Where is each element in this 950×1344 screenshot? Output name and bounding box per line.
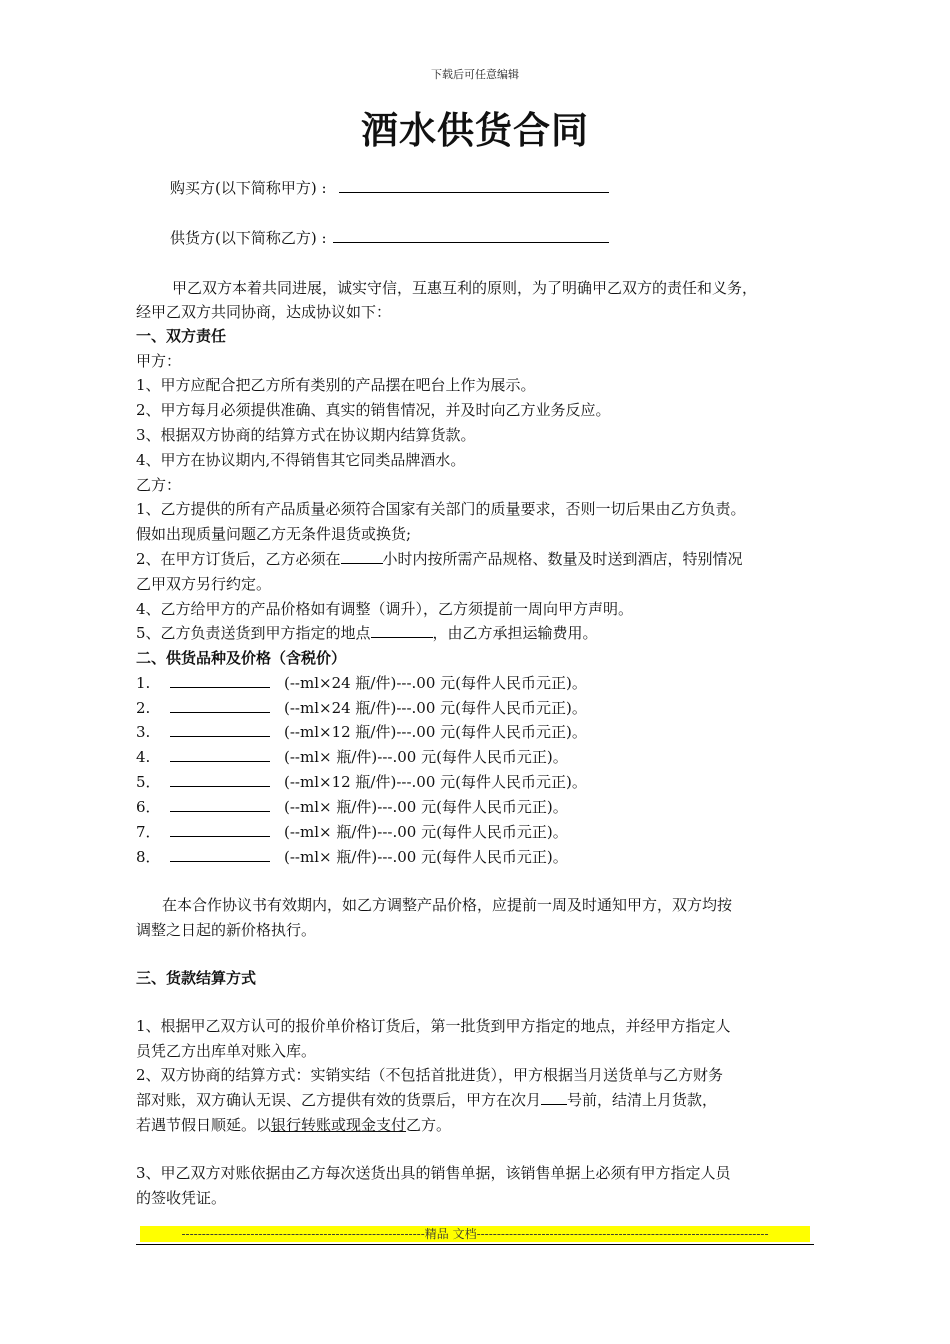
product-blank — [170, 797, 270, 812]
c-clause-2-line-1: 2、双方协商的结算方式：实销实结（不包括首批进货），甲方根据当月送货单与乙方财务 — [136, 1066, 724, 1084]
product-blank — [170, 698, 270, 713]
item-number: 7． — [136, 823, 161, 841]
payment-method-text: 银行转账或现金支付 — [271, 1116, 407, 1134]
product-blank — [170, 772, 270, 787]
item-spec: (--ml×12 瓶/件)---.00 元(每件人民币元正)。 — [284, 723, 587, 741]
item-number: 1. — [136, 674, 151, 692]
price-item — [136, 720, 587, 745]
item-spec: (--ml×24 瓶/件)---.00 元(每件人民币元正)。 — [284, 699, 587, 717]
c-clause-2-pre: 部对账，双方确认无误、乙方提供有效的货票后，甲方在次月 — [136, 1091, 542, 1109]
supplier-label: 供货方(以下简称乙方) : — [170, 229, 327, 247]
b-clause-2-pre: 2、在甲方订货后，乙方必须在 — [136, 550, 341, 568]
price-note-line-2: 调整之日起的新价格执行。 — [136, 921, 317, 939]
footer-rule — [136, 1244, 814, 1245]
item-spec: (--ml×12 瓶/件)---.00 元(每件人民币元正)。 — [284, 773, 587, 791]
price-item — [136, 845, 568, 870]
b-clause-4: 4、乙方给甲方的产品价格如有调整（调升），乙方须提前一周向甲方声明。 — [136, 600, 634, 618]
party-a-label: 甲方： — [136, 352, 182, 370]
b-clause-1-line-1: 1、乙方提供的所有产品质量必须符合国家有关部门的质量要求，否则一切后果由乙方负责。 — [136, 500, 746, 518]
c-clause-3-line-2: 的签收凭证。 — [136, 1189, 227, 1207]
item-spec: (--ml× 瓶/件)---.00 元(每件人民币元正)。 — [284, 798, 568, 816]
supplier-line — [170, 227, 609, 248]
item-spec: (--ml× 瓶/件)---.00 元(每件人民币元正)。 — [284, 823, 568, 841]
c-clause-2-l3-post: 乙方。 — [406, 1116, 452, 1134]
item-spec: (--ml× 瓶/件)---.00 元(每件人民币元正)。 — [284, 848, 568, 866]
product-blank — [170, 822, 270, 837]
price-item — [136, 671, 587, 696]
c-clause-1-line-1: 1、根据甲乙双方认可的报价单价格订货后，第一批货到甲方指定的地点，并经甲方指定人 — [136, 1017, 731, 1035]
price-note-line-1: 在本合作协议书有效期内，如乙方调整产品价格，应提前一周及时通知甲方，双方均按 — [162, 896, 733, 914]
location-blank — [371, 623, 433, 638]
document-title: 酒水供货合同 — [361, 109, 589, 152]
party-b-label: 乙方： — [136, 476, 182, 494]
a-clause-4: 4、甲方在协议期内,不得销售其它同类品牌酒水。 — [136, 451, 466, 469]
item-number: 2. — [136, 699, 151, 717]
product-blank — [170, 722, 270, 737]
b-clause-2-post: 小时内按所需产品规格、数量及时送到酒店，特别情况 — [382, 550, 743, 568]
date-blank — [541, 1090, 567, 1105]
item-number: 5． — [136, 773, 161, 791]
price-item — [136, 696, 587, 721]
b-clause-1-line-2: 假如出现质量问题乙方无条件退货或换货; — [136, 525, 412, 543]
price-item — [136, 820, 568, 845]
buyer-label: 购买方(以下简称甲方) : — [170, 179, 327, 197]
item-spec: (--ml×24 瓶/件)---.00 元(每件人民币元正)。 — [284, 674, 587, 692]
price-item — [136, 795, 568, 820]
c-clause-2-l3-pre: 若遇节假日顺延。以 — [136, 1116, 272, 1134]
c-clause-1-line-2: 员凭乙方出库单对账入库。 — [136, 1042, 317, 1060]
intro-line-2: 经甲乙双方共同协商，达成协议如下： — [136, 303, 392, 321]
price-item — [136, 745, 568, 770]
product-blank — [170, 673, 270, 688]
footer-banner: ------------------------------------------------------------精品 文档------------------------------------------------------------------------ — [140, 1226, 810, 1242]
item-number: 3. — [136, 723, 151, 741]
c-clause-2-line-2 — [136, 1088, 717, 1113]
section-3-heading: 三、货款结算方式 — [136, 969, 257, 987]
c-clause-3-line-1: 3、甲乙双方对账依据由乙方每次送货出具的销售单据，该销售单据上必须有甲方指定人员 — [136, 1164, 731, 1182]
price-item — [136, 770, 587, 795]
c-clause-2-line-3 — [136, 1113, 451, 1138]
supplier-blank — [333, 227, 609, 243]
a-clause-1: 1、甲方应配合把乙方所有类别的产品摆在吧台上作为展示。 — [136, 376, 536, 394]
item-number: 8． — [136, 848, 161, 866]
buyer-blank — [339, 177, 609, 193]
item-number: 4. — [136, 748, 151, 766]
product-blank — [170, 847, 270, 862]
c-clause-2-post: 号前，结清上月货款， — [567, 1091, 718, 1109]
download-note: 下载后可任意编辑 — [431, 68, 519, 81]
buyer-line — [170, 177, 609, 198]
b-clause-2-line-1 — [136, 547, 743, 572]
b-clause-5-post: ，由乙方承担运输费用。 — [432, 624, 598, 642]
a-clause-3: 3、根据双方协商的结算方式在协议期内结算货款。 — [136, 426, 476, 444]
section-1-heading: 一、双方责任 — [136, 327, 227, 345]
intro-line-1: 甲乙双方本着共同进展，诚实守信，互惠互利的原则，为了明确甲乙双方的责任和义务， — [172, 279, 758, 297]
hours-blank — [341, 549, 383, 564]
a-clause-2: 2、甲方每月必须提供准确、真实的销售情况，并及时向乙方业务反应。 — [136, 401, 611, 419]
item-number: 6． — [136, 798, 161, 816]
b-clause-5 — [136, 621, 598, 646]
b-clause-5-pre: 5、乙方负责送货到甲方指定的地点 — [136, 624, 371, 642]
b-clause-2-line-2: 乙甲双方另行约定。 — [136, 575, 272, 593]
section-2-heading: 二、供货品种及价格（含税价） — [136, 649, 347, 667]
product-blank — [170, 747, 270, 762]
item-spec: (--ml× 瓶/件)---.00 元(每件人民币元正)。 — [284, 748, 568, 766]
